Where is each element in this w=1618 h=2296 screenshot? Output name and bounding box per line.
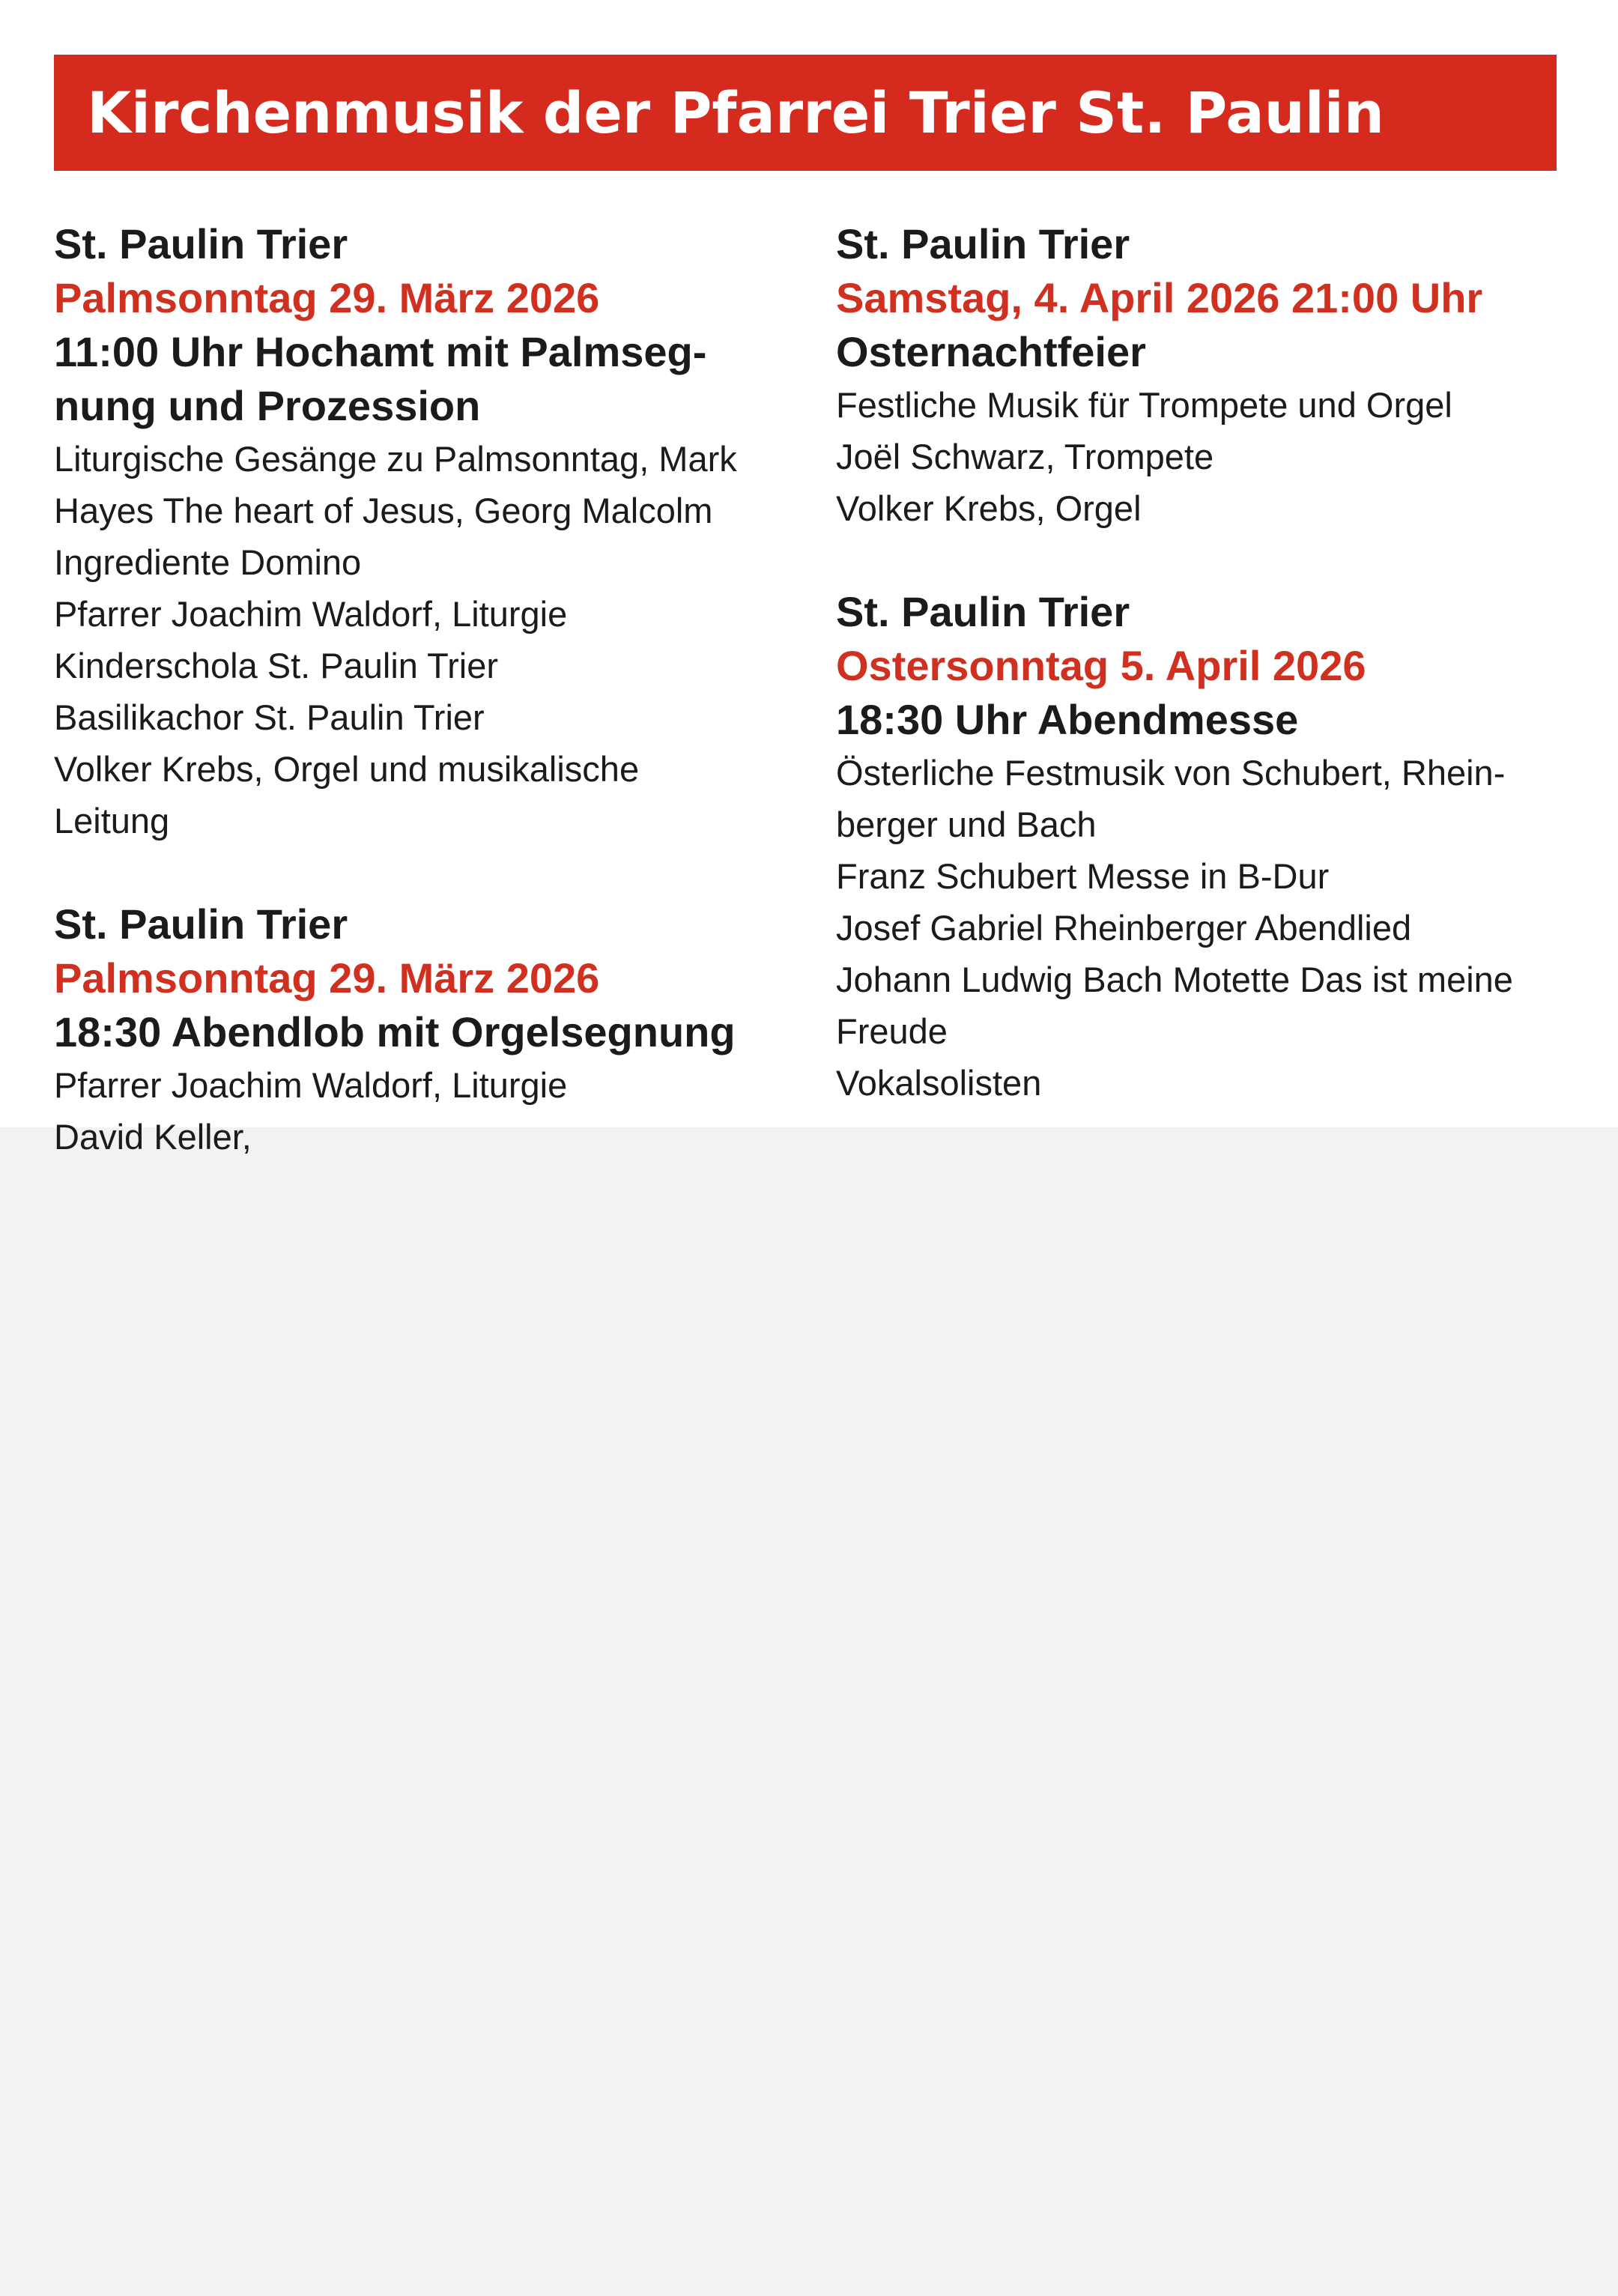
title-banner bbox=[54, 55, 1557, 171]
event-detail-line: Ingrediente Domino bbox=[54, 542, 362, 582]
event-detail-line: Josef Gabriel Rheinberger Abendlied bbox=[836, 908, 1412, 948]
page-title: Kirchenmusik der Pfarrei Trier St. Paulin bbox=[87, 79, 1384, 146]
event-detail-line: berger und Bach bbox=[836, 805, 1097, 844]
event-detail-line: Basilikachor St. Paulin Trier bbox=[54, 697, 485, 737]
event-location: St. Paulin Trier bbox=[54, 900, 348, 948]
event-date: Ostersonntag 5. April 2026 bbox=[836, 642, 1366, 689]
event-headline: Osternachtfeier bbox=[836, 328, 1146, 375]
event-block bbox=[54, 897, 788, 1163]
event-detail-line: David Keller, bbox=[54, 1117, 252, 1157]
event-detail-line: Leitung bbox=[54, 801, 170, 840]
event-location: St. Paulin Trier bbox=[54, 220, 348, 267]
event-detail-line: Franz Schubert Messe in B-Dur bbox=[836, 856, 1330, 896]
event-detail-line: Freude bbox=[836, 1011, 948, 1051]
event-location: St. Paulin Trier bbox=[836, 588, 1130, 635]
event-detail-line: Pfarrer Joachim Waldorf, Liturgie bbox=[54, 1065, 568, 1105]
right-column bbox=[836, 217, 1585, 1160]
event-headline: nung und Prozession bbox=[54, 382, 481, 429]
event-location: St. Paulin Trier bbox=[836, 220, 1130, 267]
event-block bbox=[54, 217, 788, 846]
event-detail-line: Hayes The heart of Jesus, Georg Malcolm bbox=[54, 491, 713, 530]
event-detail-line: Festliche Musik für Trompete und Orgel bbox=[836, 385, 1452, 425]
event-detail-line: Volker Krebs, Orgel und musikalische bbox=[54, 749, 640, 789]
event-date: Palmsonntag 29. März 2026 bbox=[54, 954, 600, 1002]
event-headline: 18:30 Abendlob mit Orgelsegnung bbox=[54, 1008, 736, 1055]
event-detail-line: Liturgische Gesänge zu Palmsonntag, Mark bbox=[54, 439, 737, 479]
event-detail-line: Johann Ludwig Bach Motette Das ist meine bbox=[836, 960, 1513, 999]
event-headline: 11:00 Uhr Hochamt mit Palmseg- bbox=[54, 328, 707, 375]
event-detail-line: Österliche Festmusik von Schubert, Rhein- bbox=[836, 753, 1506, 793]
event-headline: 18:30 Uhr Abendmesse bbox=[836, 696, 1299, 743]
event-detail-line: Vokalsolisten bbox=[836, 1063, 1042, 1103]
event-detail-line: Kinderschola St. Paulin Trier bbox=[54, 646, 499, 685]
event-block bbox=[836, 217, 1585, 534]
event-block bbox=[836, 585, 1585, 1109]
event-detail-line: Joël Schwarz, Trompete bbox=[836, 437, 1214, 476]
event-date: Palmsonntag 29. März 2026 bbox=[54, 274, 600, 321]
event-detail-line: Pfarrer Joachim Waldorf, Liturgie bbox=[54, 594, 568, 634]
event-detail-line: Volker Krebs, Orgel bbox=[836, 488, 1142, 528]
event-date: Samstag, 4. April 2026 21:00 Uhr bbox=[836, 274, 1483, 321]
left-column bbox=[54, 217, 788, 1214]
